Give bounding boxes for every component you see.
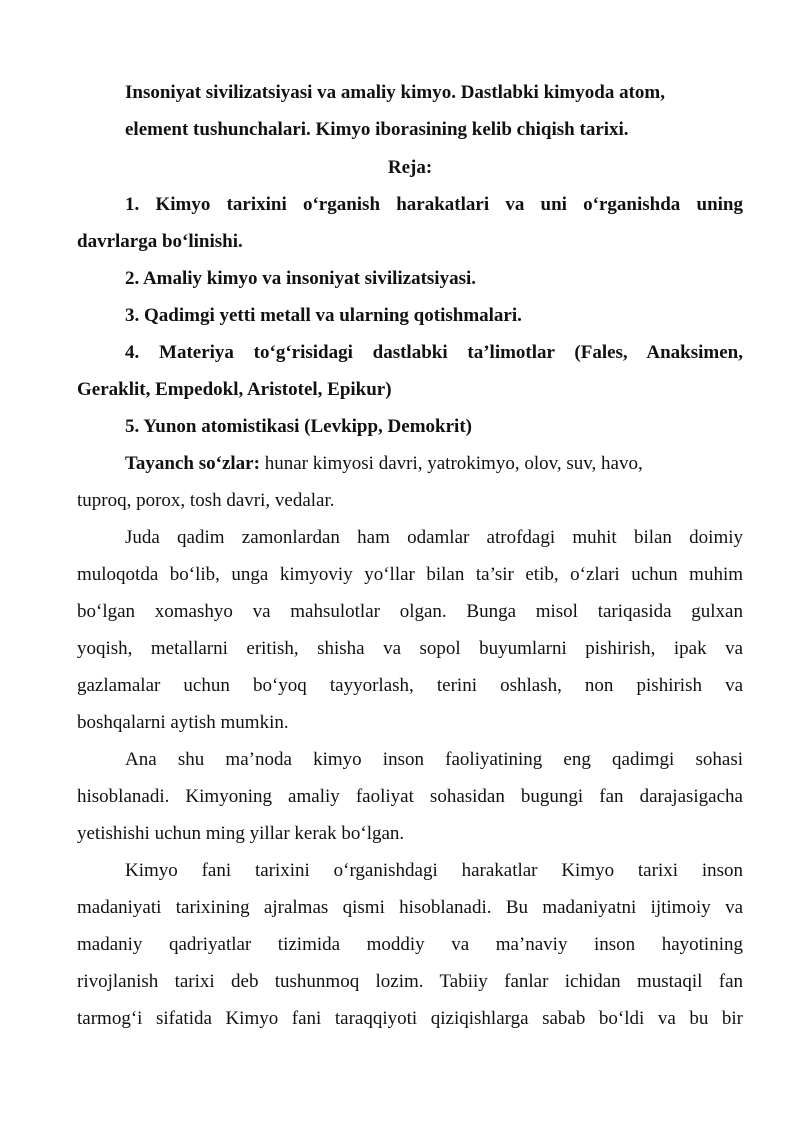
paragraph-line: Kimyo fani tarixini o‘rganishdagi harakatlar Kimyo tarixi inson xyxy=(125,860,743,881)
keywords-text: hunar kimyosi davri, yatrokimyo, olov, suv, havo, xyxy=(259,453,643,474)
paragraph-line: madaniyati tarixining ajralmas qismi hisoblanadi. Bu madaniyatni ijtimoiy va xyxy=(77,897,743,918)
title-line: element tushunchalari. Kimyo iborasining kelib chiqish tarixi. xyxy=(125,119,629,140)
paragraph-line: yoqish, metallarni eritish, shisha va sopol buyumlarni pishirish, ipak va xyxy=(77,638,743,659)
paragraph-3 xyxy=(77,852,743,1037)
plan-heading: Reja: xyxy=(387,157,433,178)
paragraph-line: tarmog‘i sifatida Kimyo fani taraqqiyoti qiziqishlarga sabab bo‘ldi va bu bir xyxy=(77,1008,743,1029)
plan-item-1-line-2: davrlarga bo‘linishi. xyxy=(77,231,243,252)
plan-item-4-line-1: 4. Materiya to‘g‘risidagi dastlabki ta’limotlar (Fales, Anaksimen, xyxy=(125,342,743,363)
paragraph-line: boshqalarni aytish mumkin. xyxy=(77,712,289,733)
paragraph-line: rivojlanish tarixi deb tushunmoq lozim. Tabiiy fanlar ichidan mustaqil fan xyxy=(77,971,743,992)
plan-item-3: 3. Qadimgi yetti metall va ularning qotishmalari. xyxy=(125,305,522,326)
paragraph-line: madaniy qadriyatlar tizimida moddiy va ma’naviy inson hayotining xyxy=(77,934,743,955)
keywords-block xyxy=(77,445,743,519)
keywords-line-2: tuproq, porox, tosh davri, vedalar. xyxy=(77,490,335,511)
paragraph-line: bo‘lgan xomashyo va mahsulotlar olgan. Bunga misol tariqasida gulxan xyxy=(77,601,743,622)
keywords-label: Tayanch so‘zlar: xyxy=(125,453,260,474)
paragraph-2 xyxy=(77,741,743,852)
paragraph-line: Juda qadim zamonlardan ham odamlar atrofdagi muhit bilan doimiy xyxy=(125,527,743,548)
title-line: Insoniyat sivilizatsiyasi va amaliy kimyo. Dastlabki kimyoda atom, xyxy=(125,82,665,103)
plan-item-1-line-1: 1. Kimyo tarixini o‘rganish harakatlari va uni o‘rganishda uning xyxy=(125,194,743,215)
plan-item-5: 5. Yunon atomistikasi (Levkipp, Demokrit) xyxy=(125,416,472,437)
paragraph-line: Ana shu ma’noda kimyo inson faoliyatining eng qadimgi sohasi xyxy=(125,749,743,770)
keywords-line-1 xyxy=(77,445,743,482)
document-title xyxy=(125,74,745,148)
paragraph-line: muloqotda bo‘lib, unga kimyoviy yo‘llar bilan ta’sir etib, o‘zlari uchun muhim xyxy=(77,564,743,585)
plan-list xyxy=(77,186,743,445)
paragraph-line: hisoblanadi. Kimyoning amaliy faoliyat sohasidan bugungi fan darajasigacha xyxy=(77,786,743,807)
paragraph-line: yetishishi uchun ming yillar kerak bo‘lgan. xyxy=(77,823,405,844)
plan-item-4-line-2: Geraklit, Empedokl, Aristotel, Epikur) xyxy=(77,379,392,400)
plan-item-2: 2. Amaliy kimyo va insoniyat sivilizatsiyasi. xyxy=(125,268,477,289)
paragraph-1 xyxy=(77,519,743,741)
paragraph-line: gazlamalar uchun bo‘yoq tayyorlash, terini oshlash, non pishirish va xyxy=(77,675,743,696)
